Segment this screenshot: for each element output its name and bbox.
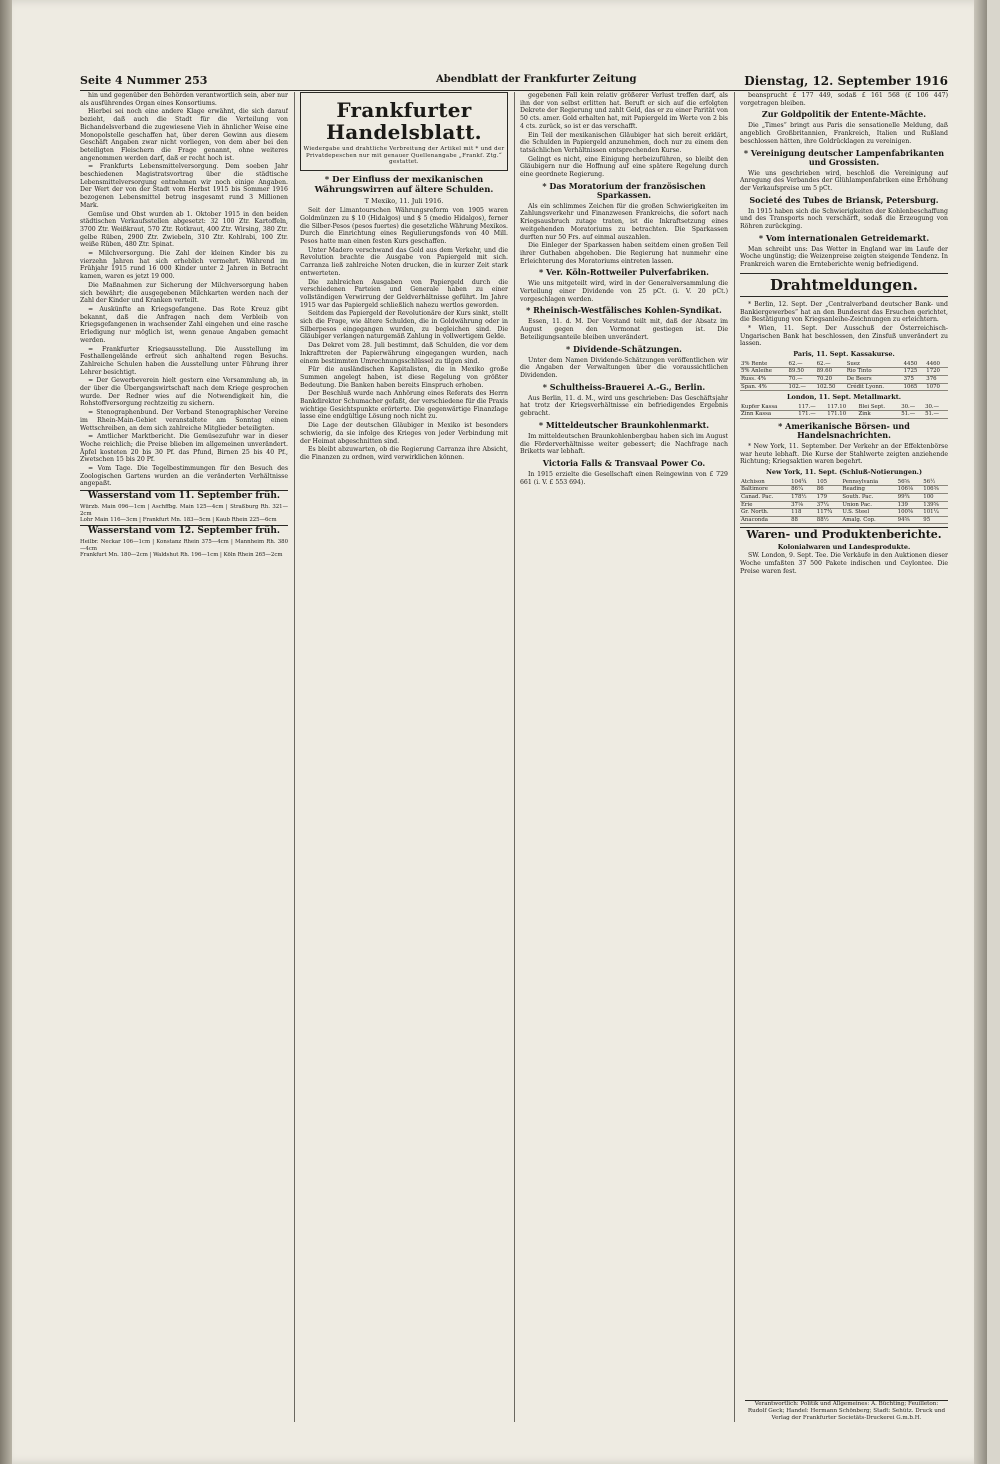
newyork-quotes-table [740, 479, 948, 525]
table-cell: 139 [897, 501, 923, 509]
column-3-text [520, 92, 728, 179]
table-cell: Russ. 4% [740, 375, 788, 383]
article-paragraph: = Frankfurter Kriegsausstellung. Die Ausstellung im Festhallengelände erfreut sich anhaltend regen Besuchs. Zahlreiche Schulen haben die Ausstellung unter Führung ihrer Lehrer besichtigt. [80, 345, 288, 376]
article-paragraph: * New York, 11. September. Der Verkehr an der Effektenbörse war heute lebhaft. Die Kurse der Stahlwerte zeigten anziehende Richtung; Kriegsaktien waren begehrt. [740, 443, 948, 466]
article-paragraph: = Amtlicher Marktbericht. Die Gemüsezufuhr war in dieser Woche reichlich; die Preise blieben im allgemeinen unverändert. Äpfel kosteten 20 bis 30 Pf. das Pfund, Birnen 25 bis 40 Pf., Zwetschen 15 bis 20 Pf. [80, 433, 288, 464]
table-row [740, 509, 948, 517]
table-row [740, 383, 948, 391]
article-paragraph: = Auskünfte an Kriegsgefangene. Das Rote Kreuz gibt bekannt, daß die Anfragen nach dem Verbleib von Kriegsgefangenen in wachsender Zahl eingehen und eine rasche Erledigung nur möglich ist, wenn genaue Angaben gemacht werden. [80, 305, 288, 344]
table-cell: 99¾ [897, 494, 923, 502]
article-paragraph: SW. London, 9. Sept. Tee. Die Verkäufe in den Auktionen dieser Woche umfaßten 37 500 Pakete indischen und Ceylontee. Die Preise waren fest. [740, 552, 948, 575]
newyork-table-title: New York, 11. Sept. (Schluß-Notierungen.) [765, 468, 923, 477]
table-cell: 88 [790, 516, 816, 524]
london-metal-table [740, 404, 948, 419]
table-cell: Crédit Lyonn. [846, 383, 903, 391]
section-heading: Societé des Tubes de Briansk, Petersburg. [749, 194, 939, 205]
london-table-title: London, 11. Sept. Metallmarkt. [786, 393, 901, 402]
table-cell: 1725 [903, 368, 926, 376]
column-2-text [300, 207, 508, 462]
paris-table-title: Paris, 11. Sept. Kassakurse. [793, 350, 895, 359]
table-cell: 117¾ [816, 509, 842, 517]
table-cell: Atchison [740, 479, 790, 486]
waren-subheading: Kolonialwaren und Landesprodukte. [777, 543, 911, 552]
table-cell: South. Pac. [841, 494, 896, 502]
table-cell: 100⅝ [897, 509, 923, 517]
article-paragraph: beansprucht £ 177 449, sodaß £ 161 568 (£ 106 447) vorgetragen bleiben. [740, 92, 948, 107]
article-paragraph: gegebenen Fall kein relativ größerer Verlust treffen darf, als ihn der von selbst erlitten hat. Beruft er sich auf die erfolgten Dekrete der Regierung und zahlt Geld, das er zu einer Parität von 50 cts. amer. Gold erhalten hat, mit Papiergeld im Werte von 2 bis 4 cts. zurück, so ist er das verschafft. [520, 92, 728, 130]
table-cell: 102.50 [816, 383, 846, 391]
article-dateline: T Mexiko, 11. Juli 1916. [364, 196, 444, 205]
article-paragraph: Aus Berlin, 11. d. M., wird uns geschrieben: Das Geschäftsjahr hat trotz der Kriegsverhältnisse ein befriedigendes Ergebnis gebracht. [520, 394, 728, 418]
handelsblatt-masthead [300, 92, 508, 171]
paper-title: Abendblatt der Frankfurter Zeitung [436, 74, 637, 85]
article-paragraph: = Der Gewerbeverein hielt gestern eine Versammlung ab, in der über die Übergangswirtschaft nach dem Kriege gesprochen wurde. Der Redner wies auf die Notwendigkeit hin, die Rohstoffversorgung rechtzeitig zu sichern. [80, 377, 288, 408]
table-cell: 117.— [797, 404, 826, 411]
section-heading: * Mitteldeutscher Braunkohlenmarkt. [538, 419, 710, 430]
article-paragraph: Als ein schlimmes Zeichen für die großen Schwierigkeiten im Zahlungsverkehr und Finanzwesen Frankreichs, die sofort nach Kriegsausbruch zutage traten, ist die Inkraftsetzung eines weitgehenden Moratoriums zu betrachten. Die Sparkassen durften nur 50 Frs. auf einmal auszahlen. [520, 202, 728, 241]
article-paragraph: Essen, 11. d. M. Der Vorstand teilt mit, daß der Absatz im August gegen den Vormonat gestiegen ist. Die Beteiligungsanteile bleiben unverändert. [520, 318, 728, 341]
table-cell: 70.20 [816, 375, 846, 383]
table-cell: 51.— [900, 411, 924, 419]
wasserstand-table-1 [80, 504, 288, 523]
table-cell: 86 [816, 486, 842, 494]
issue-date: Dienstag, 12. September 1916 [744, 74, 948, 88]
section-heading: * Rheinisch-Westfälisches Kohlen-Syndikat. [526, 305, 722, 316]
article-paragraph: Es bleibt abzuwarten, ob die Regierung Carranza ihre Absicht, die Finanzen zu ordnen, wird verwirklichen können. [300, 446, 508, 461]
table-cell: U.S. Steel [841, 509, 896, 517]
table-cell: 1065 [903, 383, 926, 391]
section-heading: * Schultheiss-Brauerei A.-G., Berlin. [542, 381, 706, 392]
waren-heading: Waren- und Produktenberichte. [740, 527, 948, 541]
table-cell: 118 [790, 509, 816, 517]
table-cell: Anaconda [740, 516, 790, 524]
wasserstand-row: Lohr Main 116—3cm | Frankfurt Mn. 183—5cm | Kaub Rhein 225—6cm [80, 516, 277, 523]
table-cell: Zink [858, 411, 901, 419]
table-cell: 171.10 [826, 411, 857, 419]
column-4 [740, 92, 948, 1392]
section-heading: * Amerikanische Börsen- und Handelsnachrichten. [778, 421, 910, 441]
section-heading: Zur Goldpolitik der Entente-Mächte. [761, 109, 927, 120]
table-cell: 62.— [788, 361, 816, 368]
table-cell: 178½ [790, 494, 816, 502]
table-cell: 101¼ [922, 509, 948, 517]
page-edge [974, 0, 987, 1464]
table-cell: Pennsylvania [841, 479, 896, 486]
article-paragraph: Seitdem das Papiergeld der Revolutionäre der Kurs sinkt, stellt sich die Frage, wie ältere Schulden, die in Goldwährung oder in Silberpesos eingegangen wurden, zu begleichen sind. Die Gläubiger verlangen naturgemäß Zahlung in vollwertigem Gelde. [300, 310, 508, 341]
table-cell: Amalg. Cop. [841, 516, 896, 524]
table-cell: 70.— [788, 375, 816, 383]
column-divider [734, 92, 735, 1422]
table-cell: 30.— [900, 404, 924, 411]
article-paragraph: Die Maßnahmen zur Sicherung der Milchversorgung haben sich bewährt; die ausgegebenen Milchkarten werden nach der Zahl der Kinder und Kranken verteilt. [80, 281, 288, 305]
table-cell: Zinn Kassa [740, 411, 797, 419]
table-cell: 1720 [925, 368, 948, 376]
table-cell: 104¾ [790, 479, 816, 486]
table-cell: Suez [846, 361, 903, 368]
table-cell: 106⅜ [922, 486, 948, 494]
table-cell: Erie [740, 501, 790, 509]
column-3 [520, 92, 728, 1422]
section-heading: Victoria Falls & Transvaal Power Co. [542, 457, 706, 468]
column-divider [514, 92, 515, 1422]
article-paragraph: Ein Teil der mexikanischen Gläubiger hat sich bereit erklärt, die Schulden in Papiergeld anzunehmen, doch nur zu einem den tatsächlichen Verhältnissen entsprechenden Kurse. [520, 131, 728, 154]
article-paragraph: = Frankfurts Lebensmittelversorgung. Dem soeben Jahr beschiedenen Magistratsvortrag über die städtische Lebensmittelversorgung entnehmen wir noch einige Angaben. Der Wert der von der Stadt vom Herbst 1915 bis Sommer 1916 bezogenen Lebensmittel betrug insgesamt rund 3 Millionen Mark. [80, 163, 288, 209]
article-paragraph: Der Beschluß wurde nach Anhörung eines Referats des Herrn Bankdirektor Schumacher gefaßt, der verschiedene für die Praxis wichtige Gesichtspunkte erörterte. Die gegenwärtige Finanzlage lasse eine endgültige Lösung noch nicht zu. [300, 390, 508, 421]
table-cell: 375 [903, 375, 926, 383]
table-row [740, 501, 948, 509]
table-cell: 89.60 [816, 368, 846, 376]
masthead-title: Frankfurter Handelsblatt. [326, 98, 482, 144]
table-cell: 4450 [903, 361, 926, 368]
table-cell: 37⅛ [790, 501, 816, 509]
table-row [740, 486, 948, 494]
column-2 [300, 92, 508, 1422]
article-paragraph: Seit der Limantourschen Währungsreform von 1905 waren Goldmünzen zu $ 10 (Hidalgos) und $ 5 (medio Hidalgos), ferner die Silber-Pesos (pesos fuertes) die gesetzliche Währung Mexikos. Durch die Einrichtung eines Regulierungsfonds von 40 Mill. Pesos hatte man einen festen Kurs geschaffen. [300, 207, 508, 246]
article-paragraph: Hierbei sei noch eine andere Klage erwähnt, die sich darauf bezieht, daß auch die Stadt für die Verteilung von Bichandelsverband die zugewiesene Vieh in ähnlicher Weise eine Monopolstelle geschaffen hat, über deren Gewinn aus diesem Geschäft Angaben zwar nicht vorliegen, von dem aber bei den beteiligten Fleischern die Frage genannt, ohne weiteres angenommen werden darf, daß er recht hoch ist. [80, 108, 288, 162]
table-cell: 139⅝ [922, 501, 948, 509]
table-cell: 171.— [797, 411, 826, 419]
masthead-notice: Wiedergabe und drahtliche Verbreitung der Artikel mit * und der Privatdepeschen nur mit genauer Quellenangabe „Frankf. Ztg.“ gestattet. [303, 146, 505, 165]
table-cell: 106⅛ [897, 486, 923, 494]
table-row [740, 479, 948, 486]
table-cell: Canad. Pac. [740, 494, 790, 502]
table-cell: 105 [816, 479, 842, 486]
article-paragraph: Wie uns geschrieben wird, beschloß die Vereinigung auf Anregung des Verbandes der Glühlampenfabriken eine Erhöhung der Verkaufspreise um 5 pCt. [740, 169, 948, 192]
table-cell: 30.— [924, 404, 948, 411]
section-heading: * Vom internationalen Getreidemarkt. [758, 232, 930, 243]
page-binding [0, 0, 12, 1464]
article-paragraph: Unter dem Namen Dividende-Schätzungen veröffentlichen wir die Angaben der Verwaltungen über die voraussichtlichen Dividenden. [520, 356, 728, 379]
article-paragraph: Für die ausländischen Kapitalisten, die in Mexiko große Summen angelegt haben, ist diese Regelung von größter Bedeutung. Die Banken haben bereits Einspruch erhoben. [300, 366, 508, 389]
table-row [740, 404, 948, 411]
table-cell: Reading [841, 486, 896, 494]
table-cell: 56½ [922, 479, 948, 486]
wasserstand-title-2: Wasserstand vom 12. September früh. [80, 525, 288, 537]
table-cell: 3% Rente [740, 361, 788, 368]
article-paragraph: * Wien, 11. Sept. Der Ausschuß der Österreichisch-Ungarischen Bank hat beschlossen, den Zinsfuß unverändert zu lassen. [740, 324, 948, 348]
article-paragraph: Wie uns mitgeteilt wird, wird in der Generalversammlung die Verteilung einer Dividende von 25 pCt. (i. V. 20 pCt.) vorgeschlagen werden. [520, 280, 728, 303]
table-cell: Span. 4% [740, 383, 788, 391]
column-divider [294, 92, 295, 1422]
wasserstand-table-2 [80, 539, 288, 558]
table-cell: De Beers [846, 375, 903, 383]
article-paragraph: = Stenographenbund. Der Verband Stenographischer Vereine im Rhein-Main-Gebiet veranstaltete am Sonntag einen Wettschreiben, an dem sich zahlreiche Mitglieder beteiligten. [80, 409, 288, 432]
article-paragraph: = Vom Tage. Die Tegelbestimmungen für den Besuch des Zoologischen Gartens wurden an die veränderten Verhältnisse angepaßt. [80, 465, 288, 488]
table-cell: Kupfer Kassa [740, 404, 797, 411]
wasserstand-title-1: Wasserstand vom 11. September früh. [80, 490, 288, 502]
wasserstand-row: Heilbr. Neckar 106—1cm | Konstanz Rhein 375—4cm | Mannheim Rh. 380—4cm [80, 539, 288, 552]
table-cell: 62.— [816, 361, 846, 368]
table-cell: 88½ [816, 516, 842, 524]
drahtmeldungen-heading: Drahtmeldungen. [740, 273, 948, 297]
paris-quotes-table [740, 361, 948, 391]
section-heading: * Dividende-Schätzungen. [566, 343, 682, 354]
article-paragraph: Im mitteldeutschen Braunkohlenbergbau haben sich im August die Förderverhältnisse weiter gebessert; die Nachfrage nach Briketts war lebhaft. [520, 432, 728, 456]
article-paragraph: Die „Times“ bringt aus Paris die sensationelle Meldung, daß angeblich Großbritannien, Frankreich, Italien und Rußland beschlossen hätten, ihre Goldrücklagen zu vereinigen. [740, 122, 948, 145]
table-cell: Rio Tinto [846, 368, 903, 376]
article-paragraph: Gelingt es nicht, eine Einigung herbeizuführen, so bleibt den Gläubigern nur die Hoffnung auf eine spätere Regelung durch eine geordnete Regierung. [520, 155, 728, 179]
table-cell: 56⅝ [897, 479, 923, 486]
article-paragraph: Unter Madero verschwand das Gold aus dem Verkehr, und die Revolution brachte die Ausgabe von Papiergeld mit sich. Carranza ließ zahlreiche Noten drucken, die in kurzer Zeit stark entwerteten. [300, 246, 508, 277]
table-cell: 37¼ [816, 501, 842, 509]
table-cell: Blei Sept. [858, 404, 901, 411]
table-cell: 179 [816, 494, 842, 502]
table-cell: 117.10 [826, 404, 857, 411]
table-cell: 86¼ [790, 486, 816, 494]
table-cell: 100 [922, 494, 948, 502]
wasserstand-row: Würzb. Main 096—1cm | Aschffbg. Main 125—4cm | Straßburg Rh. 321—2cm [80, 504, 288, 517]
table-cell: 4460 [925, 361, 948, 368]
table-row [740, 411, 948, 419]
article-paragraph: Die Einleger der Sparkassen haben seitdem einen großen Teil ihrer Guthaben abgehoben. Die Regierung hat nunmehr eine Erleichterung des Moratoriums eintreten lassen. [520, 242, 728, 265]
table-cell: 5% Anleihe [740, 368, 788, 376]
column-3-text-2 [520, 203, 728, 266]
article-paragraph: In 1915 erzielte die Gesellschaft einen Reingewinn von £ 729 661 (i. V. £ 553 694). [520, 470, 728, 486]
article-headline: * Der Einfluss der mexikanischen Währungswirren auf ältere Schulden. [314, 174, 494, 195]
table-row [740, 516, 948, 524]
table-row [740, 361, 948, 368]
page-header [80, 74, 948, 91]
table-cell: 376 [925, 375, 948, 383]
table-cell: Union Pac. [841, 501, 896, 509]
wasserstand-row: Frankfurt Mn. 180—2cm | Waldshut Rh. 196—1cm | Köln Rhein 265—2cm [80, 552, 283, 559]
article-paragraph: Die zahlreichen Ausgaben von Papiergeld durch die verschiedenen Parteien und Generale haben zu einer vollständigen Verwirrung der Geldverhältnisse geführt. Im Jahre 1915 war das Papiergeld schließlich nahezu wertlos geworden. [300, 278, 508, 309]
table-cell: 94⅜ [897, 516, 923, 524]
article-paragraph: * Berlin, 12. Sept. Der „Centralverband deutscher Bank- und Bankiergewerbes“ hat an den Bundesrat das Ersuchen gerichtet, die Bestätigung von Kriegsanleihe-Zeichnungen zu erleichtern. [740, 300, 948, 324]
section-heading: * Das Moratorium der französischen Sparkassen. [542, 180, 706, 200]
article-paragraph: hin und gegenüber den Behörden verantwortlich sein, aber nur als ausführendes Organ eines Konsortiums. [80, 92, 288, 107]
imprint: Verantwortlich: Politik und Allgemeines: A. Büchting; Feuilleton: Rudolf Geck; Handel: Hermann Schönberg; Stadt: Sehütz. Druck und Verlag der Frankfurter Societäts-Druckerei G.m.b.H. [745, 1400, 948, 1422]
article-paragraph: Gemüse und Obst wurden ab 1. Oktober 1915 in den beiden städtischen Verkaufsstellen abgesetzt: 32 100 Ztr. Kartoffeln, 3700 Ztr. Weißkraut, 570 Ztr. Rotkraut, 400 Ztr. Wirsing, 380 Ztr. gelbe Rüben, 2900 Ztr. Zwiebeln, 310 Ztr. Kohlrabi, 100 Ztr. weiße Rüben, 480 Ztr. Spinat. [80, 210, 288, 249]
section-heading: * Ver. Köln-Rottweiler Pulverfabriken. [539, 267, 709, 278]
article-paragraph: Das Dekret vom 28. Juli bestimmt, daß Schulden, die vor dem Inkrafttreten der Papierwährung eingegangen wurden, nach einem bestimmten Umrechnungsschlüssel zu tilgen sind. [300, 342, 508, 365]
section-heading: * Vereinigung deutscher Lampenfabrikanten und Grossisten. [743, 147, 945, 167]
table-cell: Baltimore [740, 486, 790, 494]
table-cell: 1070 [925, 383, 948, 391]
column-1-text [80, 92, 288, 488]
table-cell: 51.— [924, 411, 948, 419]
table-cell: Gr. North. [740, 509, 790, 517]
table-row [740, 368, 948, 376]
article-paragraph: = Milchversorgung. Die Zahl der kleinen Kinder bis zu vierzehn Jahren hat sich erheblich vermehrt. Während im Frühjahr 1915 rund 16 000 Kinder unter 2 Jahren in Betracht kamen, waren es jetzt 19 000. [80, 250, 288, 281]
table-cell: 89.50 [788, 368, 816, 376]
article-paragraph: Die Lage der deutschen Gläubiger in Mexiko ist besonders schwierig, da sie infolge des Krieges von jeder Verbindung mit der Heimat abgeschnitten sind. [300, 422, 508, 445]
column-1 [80, 92, 288, 1422]
table-cell: 95 [922, 516, 948, 524]
article-paragraph: In 1915 haben sich die Schwierigkeiten der Kohlenbeschaffung und des Transports noch verschärft, sodaß die Erzeugung von Röhren zurückging. [740, 207, 948, 231]
table-row [740, 375, 948, 383]
article-paragraph: Man schreibt uns: Das Wetter in England war im Laufe der Woche ungünstig; die Weizenpreise zeigten steigende Tendenz. In Frankreich waren die Ernteberichte wenig befriedigend. [740, 245, 948, 269]
table-cell: 102.— [788, 383, 816, 391]
page-number: Seite 4 Nummer 253 [80, 74, 208, 87]
table-row [740, 494, 948, 502]
